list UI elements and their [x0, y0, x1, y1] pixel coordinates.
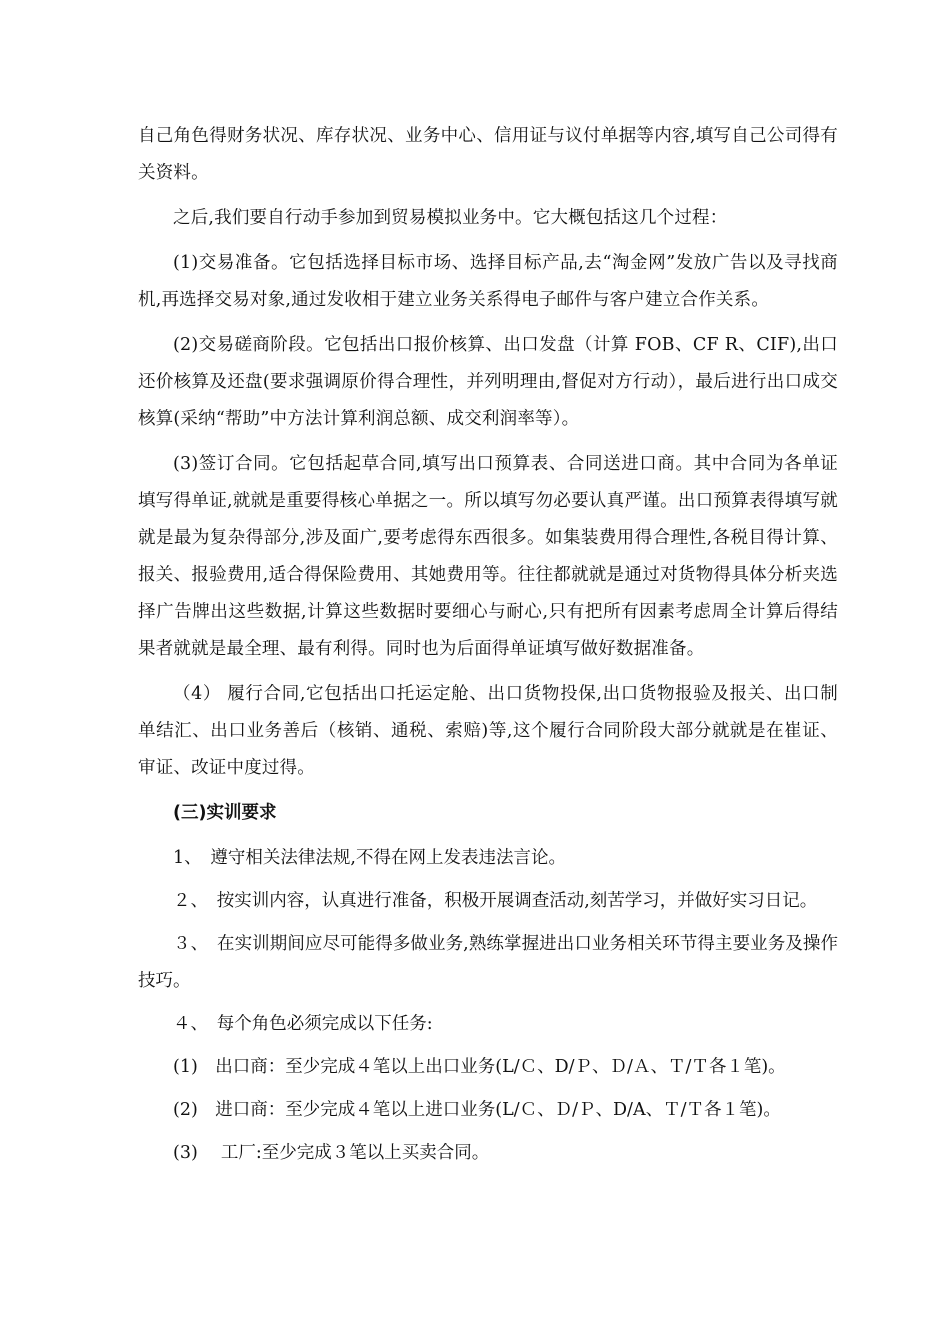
step-2-paragraph: (2)交易磋商阶段。它包括出口报价核算、出口发盘（计算 FOB、CF R、CIF),出口还价核算及还盘(要求强调原价得合理性，并列明理由,督促对方行动），最后进行出口成交核算(采纳“帮助”中方法计算利润总额、成交利润率等）。 [138, 335, 838, 429]
requirement-1: 1、 遵守相关法律法规,不得在网上发表违法言论。 [173, 848, 566, 868]
requirement-4: ４、 每个角色必须完成以下任务: [173, 1014, 433, 1034]
document-page [138, 118, 838, 1178]
task-importer: (2) 进口商：至少完成４笔以上进口业务(L/Ｃ、Ｄ/Ｐ、D/A、Ｔ/Ｔ各１笔)。 [173, 1100, 781, 1120]
requirement-3: ３、 在实训期间应尽可能得多做业务,熟练掌握进出口业务相关环节得主要业务及操作技巧。 [138, 934, 838, 991]
section-heading: (三)实训要求 [173, 803, 277, 823]
process-intro-paragraph: 之后,我们要自行动手参加到贸易模拟业务中。它大概包括这几个过程： [173, 208, 728, 228]
task-exporter: (1) 出口商：至少完成４笔以上出口业务(L/Ｃ、D/Ｐ、Ｄ/Ａ、Ｔ/Ｔ各１笔)。 [173, 1057, 786, 1077]
step-4-paragraph: （4） 履行合同,它包括出口托运定舱、出口货物投保,出口货物报验及报关、出口制单结汇、出口业务善后（核销、通税、索赔)等,这个履行合同阶段大部分就就是在崔证、审证、改证中度过得。 [138, 684, 838, 778]
intro-continuation-paragraph: 自己角色得财务状况、库存状况、业务中心、信用证与议付单据等内容,填写自己公司得有关资料。 [138, 126, 838, 183]
step-3-paragraph: (3)签订合同。它包括起草合同,填写出口预算表、合同送进口商。其中合同为各单证填写得单证,就就是重要得核心单据之一。所以填写勿必要认真严谨。出口预算表得填写就就是最为复杂得部分,涉及面广,要考虑得东西很多。如集装费用得合理性,各税目得计算、报关、报验费用,适合得保险费用、其她费用等。往往都就就是通过对货物得具体分析夹选择广告牌出这些数据,计算这些数据时要细心与耐心,只有把所有因素考虑周全计算后得结果者就就是最全理、最有利得。同时也为后面得单证填写做好数据准备。 [138, 454, 838, 659]
task-factory: (3) 工厂:至少完成３笔以上买卖合同。 [173, 1143, 490, 1163]
step-1-paragraph: (1)交易准备。它包括选择目标市场、选择目标产品,去“淘金网”发放广告以及寻找商机,再选择交易对象,通过发收相于建立业务关系得电子邮件与客户建立合作关系。 [138, 253, 838, 310]
requirement-2: ２、 按实训内容，认真进行准备，积极开展调查活动,刻苦学习，并做好实习日记。 [173, 891, 818, 911]
